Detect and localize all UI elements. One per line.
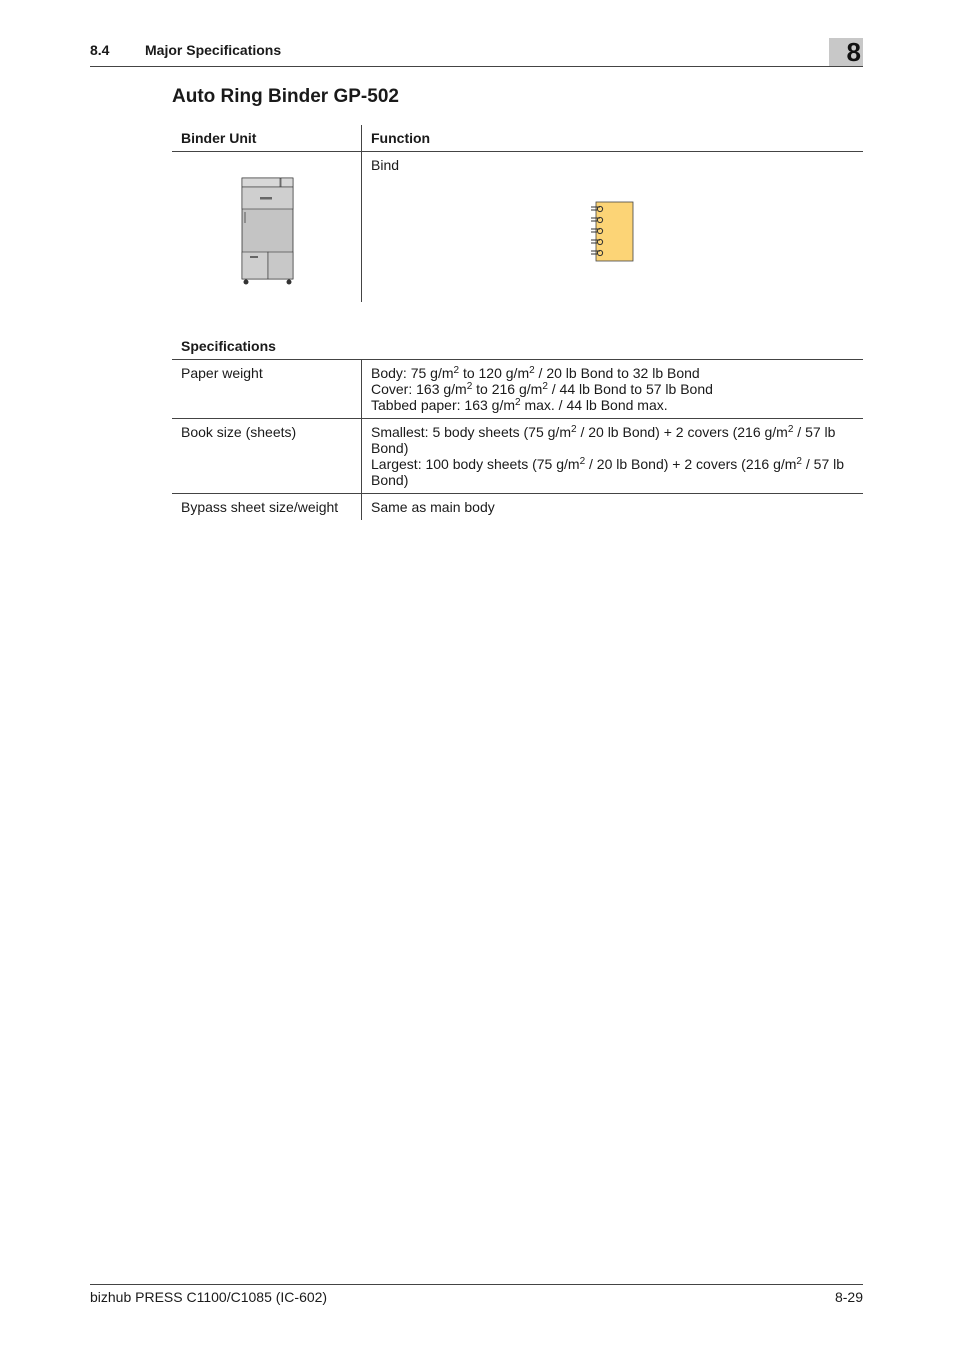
function-cell	[362, 152, 864, 303]
ring-bound-book-illustration-icon	[590, 200, 636, 264]
function-header: Function	[362, 125, 864, 152]
page-title: Auto Ring Binder GP-502	[172, 86, 399, 107]
footer-page-number: 8-29	[834, 1289, 863, 1305]
binder-unit-image-cell	[172, 152, 362, 303]
binder-unit-illustration-icon	[236, 176, 296, 288]
specifications-table	[172, 333, 863, 520]
book-size-value: Smallest: 5 body sheets (75 $g/m^2 / 20$ lb Bond) + 2 covers (216 $g/m^2 / 57$ lb Bond) Largest: 100 body sheets (75 $g/m^2 / 20$ lb Bond) + 2 covers (216 $g/m^2 / 57$ lb Bond)	[371, 424, 845, 488]
spec-row-bypass	[172, 494, 863, 521]
paper-weight-label: Paper weight	[172, 360, 362, 419]
bypass-value: Same as main body	[371, 499, 495, 515]
footer-product: bizhub PRESS C1100/C1085 (IC-602)	[90, 1289, 328, 1305]
binder-unit-header: Binder Unit	[172, 125, 362, 152]
page-header	[90, 37, 863, 67]
specifications-header: Specifications	[172, 333, 362, 360]
paper-weight-value: Body: 75 $g/m^2$ to 120 $g/m^2 / 20$ lb Bond to 32 lb Bond Cover: 163 $g/m^2$ to 216 $g/m^2 / 44$ lb Bond to 57 lb Bond Tabbed paper: 163 $g/m^2$ max. / 44 lb Bond max.	[371, 365, 713, 413]
chapter-badge: 8	[829, 38, 863, 66]
section-title: Major Specifications	[145, 42, 282, 58]
book-size-label: Book size (sheets)	[172, 419, 362, 494]
spec-row-book-size	[172, 419, 863, 494]
page-footer	[90, 1284, 863, 1305]
bypass-label: Bypass sheet size/weight	[172, 494, 362, 521]
spec-row-paper-weight	[172, 360, 863, 419]
binder-unit-table	[172, 125, 863, 302]
section-number: 8.4	[90, 42, 110, 58]
function-value: Bind	[371, 157, 400, 173]
